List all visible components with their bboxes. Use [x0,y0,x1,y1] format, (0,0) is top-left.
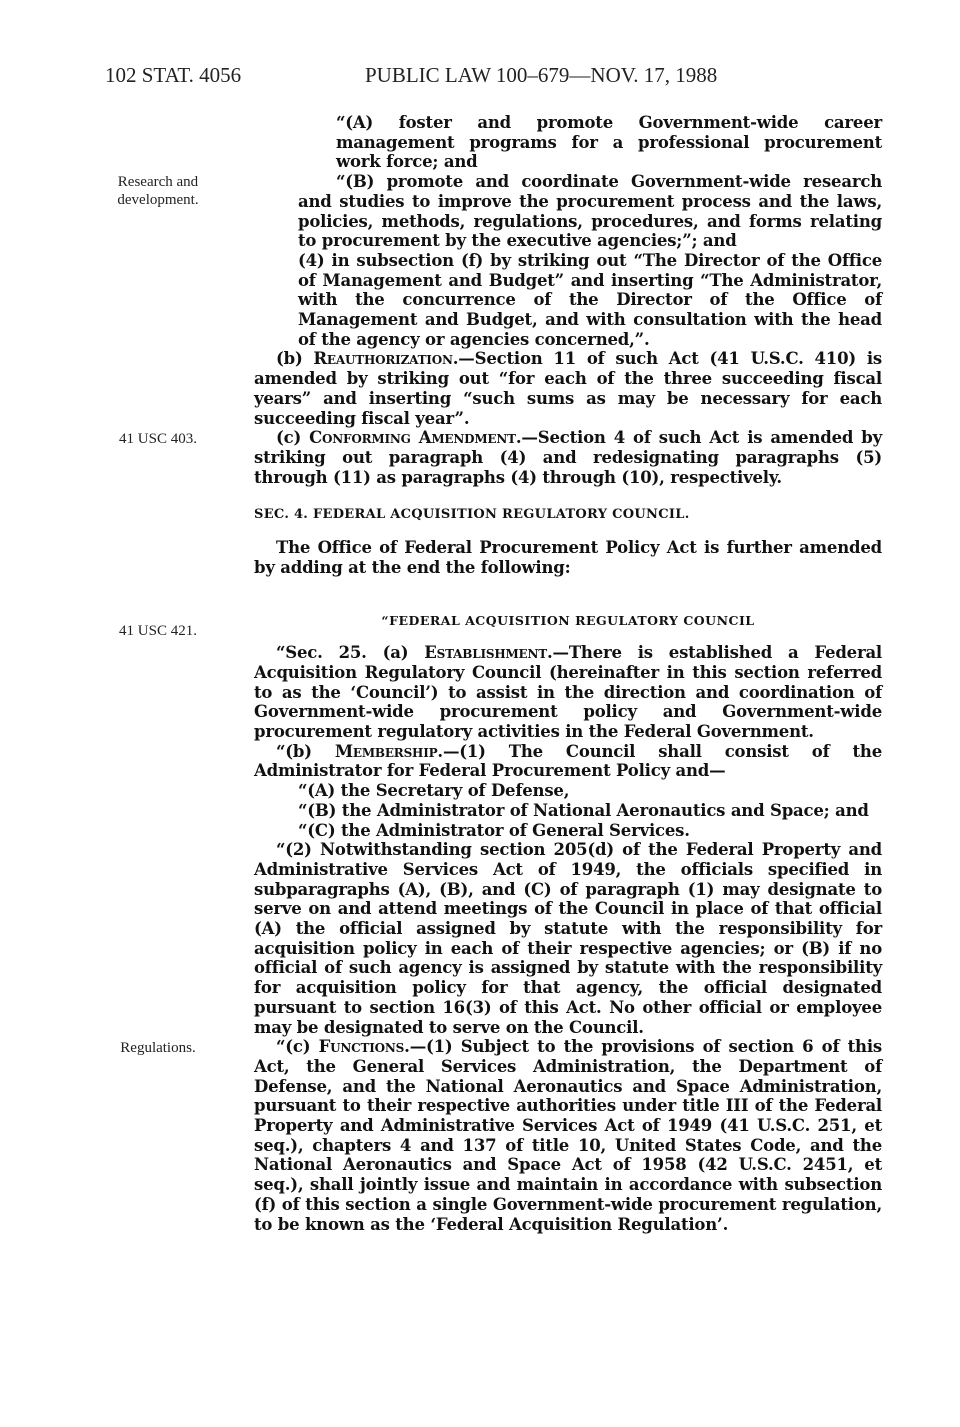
paragraph-text: —(1) The Council shall consist of the Administrator for Federal Procurement Policy and— [254,741,882,781]
paragraph-label: “Sec. 25. (a) [276,643,425,663]
paragraph-conforming-amendment [254,428,882,487]
paragraph-heading: Functions. [318,1037,410,1057]
paragraph-establishment [254,643,882,742]
margin-note-research [88,173,228,209]
paragraph-heading: Reauthorization. [313,349,459,369]
paragraph-amended-by-adding: The Office of Federal Procurement Policy Act is further amended by adding at the end the following: [254,538,882,577]
paragraph-text: —Section 4 of such Act is amended by striking out paragraph (4) and redesignating paragraphs (5) through (11) as paragraphs (4) through (10), respectively. [254,428,882,487]
paragraph-membership [254,742,882,781]
paragraph-reauthorization [254,349,882,428]
paragraph-heading: Establishment. [424,643,553,663]
paragraph-b-research: “(B) promote and coordinate Government-wide research and studies to improve the procurement process and the laws, policies, methods, regulations, procedures, and forms relating to procurement by the executive agencies;”; and [298,172,882,251]
paragraph-designation-of-officials: “(2) Notwithstanding section 205(d) of the Federal Property and Administrative Services Act of 1949, the officials specified in subparagraphs (A), (B), and (C) of paragraph (1) may designate to serve on and attend meetings of the Council in place of that official (A) the official assigned by statute with the responsibility for acquisition policy in each of their respective agencies; or (B) if no official of such agency is assigned by statute with the responsibility for acquisition policy for that agency, the official designated pursuant to section 16(3) of this Act. No other official or employee may be designated to serve on the Council. [254,840,882,1037]
statute-page-number: 102 STAT. 4056 [105,63,242,87]
paragraph-text: —Section 11 of such Act (41 U.S.C. 410) is amended by striking out “for each of the three succeeding fiscal years” and inserting “such sums as may be necessary for each succeeding fiscal year”. [254,349,882,428]
paragraph-label: (c) [276,428,310,448]
margin-note-usc-403: 41 USC 403. [119,431,197,447]
paragraph-heading: Membership. [334,741,443,761]
margin-note-research-line2: development. [117,192,199,208]
section-4-heading: SEC. 4. FEDERAL ACQUISITION REGULATORY COUNCIL. [254,507,690,523]
document-body [254,113,882,1234]
paragraph-functions [254,1037,882,1234]
member-gsa-administrator: “(C) the Administrator of General Services. [298,820,690,840]
paragraph-label: “(c) [276,1037,319,1057]
paragraph-text: —There is established a Federal Acquisition Regulatory Council (hereinafter in this section referred to as the ‘Council’) to assist in the direction and coordination of Government-wide procurement policy and Government-wide procurement regulatory activities in the Federal Government. [254,643,883,741]
paragraph-4-subsection-f: (4) in subsection (f) by striking out “The Director of the Office of Management and Budget” and inserting “The Administrator, with the concurrence of the Director of the Office of Management and Budget, and with consultation with the head of the agency or agencies concerned,”. [298,250,882,349]
page-header [0,63,960,87]
paragraph-a-career-management: “(A) foster and promote Government-wide career management programs for a professional procurement work force; and [336,113,882,172]
member-nasa-administrator: “(B) the Administrator of National Aeronautics and Space; and [298,800,869,820]
council-heading: “FEDERAL ACQUISITION REGULATORY COUNCIL [381,613,755,629]
paragraph-label: (b) [276,349,314,369]
paragraph-heading: Conforming Amendment. [309,428,522,448]
margin-note-usc-421: 41 USC 421. [119,623,197,639]
margin-note-research-line1: Research and [117,174,199,190]
public-law-citation: PUBLIC LAW 100–679—NOV. 17, 1988 [365,63,718,87]
paragraph-text: —(1) Subject to the provisions of section 6 of this Act, the General Services Administration, the Department of Defense, and the National Aeronautics and Space Administration, pursuant to their respective authorities under title III of the Federal Property and Administrative Services Act of 1949 (41 U.S.C. 251, et seq.), chapters 4 and 137 of title 10, United States Code, and the National Aeronautics and Space Act of 1958 (42 U.S.C. 2451, et seq.), shall jointly issue and maintain in accordance with subsection (f) of this section a single Government-wide procurement regulation, to be known as the ‘Federal Acquisition Regulation’. [254,1037,882,1234]
margin-note-regulations: Regulations. [120,1040,196,1056]
paragraph-label: “(b) [276,741,335,761]
member-secretary-of-defense: “(A) the Secretary of Defense, [298,781,570,801]
